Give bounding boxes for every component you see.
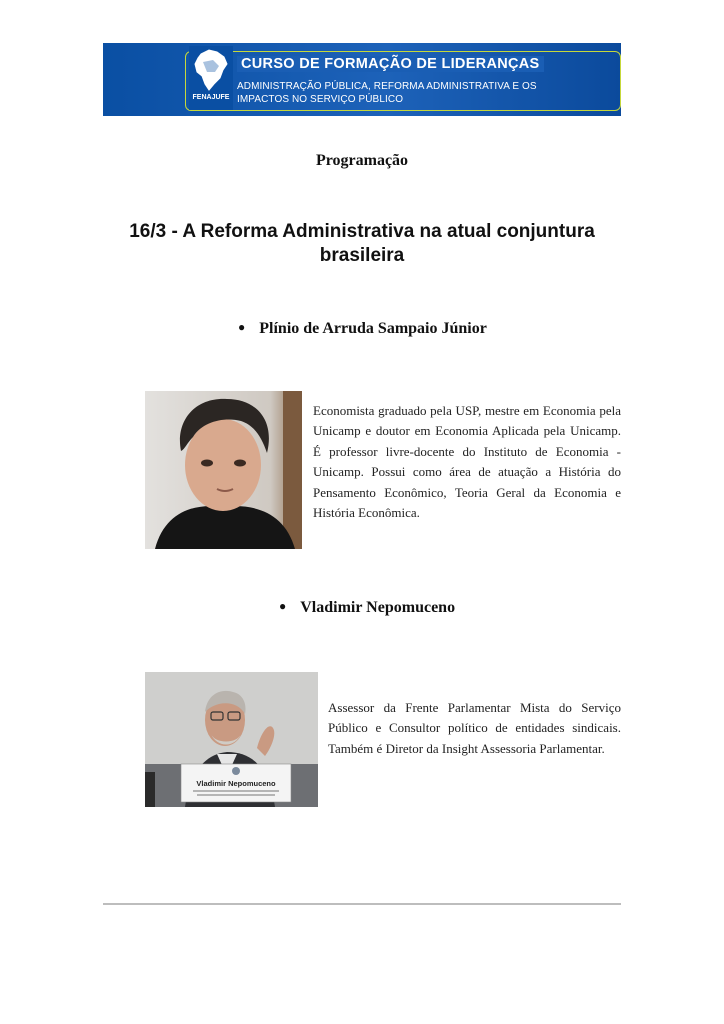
course-banner (103, 43, 621, 116)
banner-subtitle: ADMINISTRAÇÃO PÚBLICA, REFORMA ADMINISTRATIVA E OS IMPACTOS NO SERVIÇO PÚBLICO (237, 81, 537, 105)
bullet-icon: ● (238, 320, 246, 334)
fenajufe-logo (189, 46, 233, 110)
logo-wordmark: FENAJUFE (192, 94, 230, 101)
speaker-1-name-text: Plínio de Arruda Sampaio Júnior (259, 320, 487, 337)
page-heading: Programação (315, 152, 409, 169)
speaker-name-1 (238, 320, 487, 338)
speaker-2-name-text: Vladimir Nepomuceno (300, 599, 456, 616)
brazil-map-icon (193, 48, 229, 92)
speaker-1-bio: Economista graduado pela USP, mestre em Economia pela Unicamp e doutor em Economia Aplicada pela Unicamp. É professor livre-docente do Instituto de Economia - Unicamp. Possui como área de atuação a História do Pensamento Econômico, Teoria Geral da Economia e História Econômica. (313, 403, 621, 521)
placard-name: Vladimir Nepomuceno (196, 779, 276, 788)
speaker-2-photo (145, 672, 318, 807)
speaker-name-2 (279, 599, 455, 617)
speaker-2-bio: Assessor da Frente Parlamentar Mista do Serviço Público e Consultor político de entidades sindicais. Também é Diretor da Insight Assessoria Parlamentar. (328, 700, 621, 756)
speaker-1-photo (145, 391, 302, 549)
banner-title: CURSO DE FORMAÇÃO DE LIDERANÇAS (237, 56, 544, 72)
portrait-photo-2 (145, 672, 318, 807)
portrait-photo-1 (145, 391, 302, 549)
session-title: 16/3 - A Reforma Administrativa na atual conjuntura brasileira (129, 221, 595, 266)
bullet-icon: ● (279, 599, 287, 613)
footer-divider (103, 903, 621, 905)
